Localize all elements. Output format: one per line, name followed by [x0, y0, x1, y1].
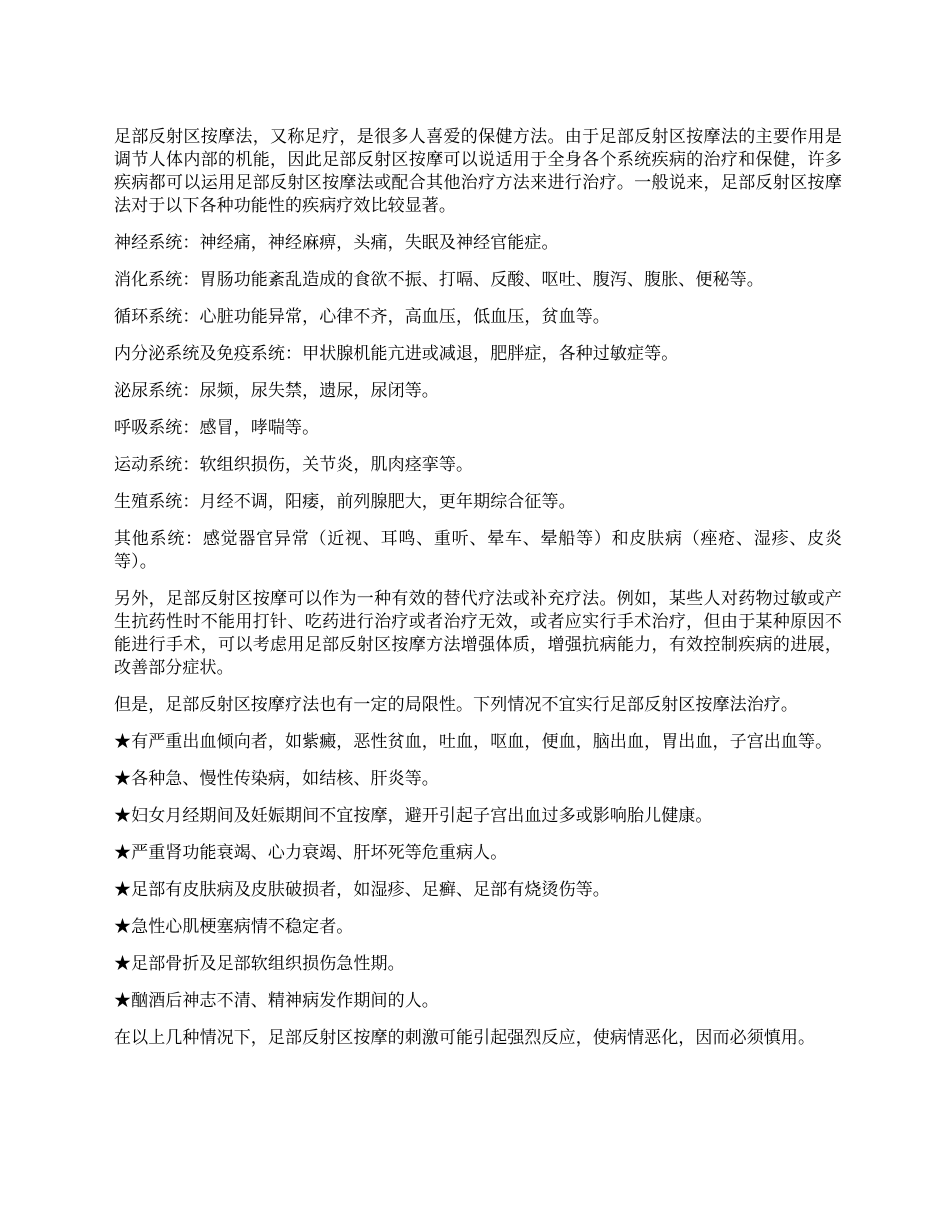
- contraindication-item: ★足部有皮肤病及皮肤破损者，如湿疹、足癣、足部有烧烫伤等。: [114, 880, 610, 900]
- limitations-paragraph: 但是，足部反射区按摩疗法也有一定的局限性。下列情况不宜实行足部反射区按摩法治疗。: [114, 695, 798, 715]
- contraindication-item: ★酗酒后神志不清、精神病发作期间的人。: [114, 991, 439, 1011]
- nervous-system-paragraph: 神经系统：神经痛，神经麻痹，头痛，失眠及神经官能症。: [114, 233, 559, 253]
- circulatory-system-paragraph: 循环系统：心脏功能异常，心律不齐，高血压，低血压，贫血等。: [114, 307, 610, 327]
- contraindication-item: ★严重肾功能衰竭、心力衰竭、肝坏死等危重病人。: [114, 843, 508, 863]
- contraindication-item: ★各种急、慢性传染病，如结核、肝炎等。: [114, 769, 439, 789]
- contraindication-item: ★急性心肌梗塞病情不稳定者。: [114, 917, 354, 937]
- other-systems-paragraph: 其他系统：感觉器官异常（近视、耳鸣、重听、晕车、晕船等）和皮肤病（痤疮、湿疹、皮炎等）。: [114, 529, 842, 572]
- motor-system-paragraph: 运动系统：软组织损伤，关节炎，肌肉痉挛等。: [114, 455, 474, 475]
- reproductive-system-paragraph: 生殖系统：月经不调，阳痿，前列腺肥大，更年期综合征等。: [114, 492, 576, 512]
- urinary-system-paragraph: 泌尿系统：尿频，尿失禁，遗尿，尿闭等。: [114, 381, 439, 401]
- contraindication-item: ★妇女月经期间及妊娠期间不宜按摩，避开引起子宫出血过多或影响胎儿健康。: [114, 806, 713, 826]
- respiratory-system-paragraph: 呼吸系统：感冒，哮喘等。: [114, 418, 320, 438]
- endocrine-immune-paragraph: 内分泌系统及免疫系统：甲状腺机能亢进或减退，肥胖症，各种过敏症等。: [114, 344, 679, 364]
- digestive-system-paragraph: 消化系统：胃肠功能紊乱造成的食欲不振、打嗝、反酸、呕吐、腹泻、腹胀、便秘等。: [114, 270, 764, 290]
- contraindication-item: ★足部骨折及足部软组织损伤急性期。: [114, 954, 405, 974]
- intro-paragraph: 足部反射区按摩法，又称足疗，是很多人喜爱的保健方法。由于足部反射区按摩法的主要作用是调节人体内部的机能，因此足部反射区按摩可以说适用于全身各个系统疾病的治疗和保健，许多疾病都可以运用足部反射区按摩法或配合其他治疗方法来进行治疗。一般说来，足部反射区按摩法对于以下各种功能性的疾病疗效比较显著。: [114, 127, 842, 216]
- document-page: [114, 126, 842, 1064]
- closing-paragraph: 在以上几种情况下，足部反射区按摩的刺激可能引起强烈反应，使病情恶化，因而必须慎用。: [114, 1028, 816, 1048]
- contraindication-item: ★有严重出血倾向者，如紫癜，恶性贫血，吐血，呕血，便血，脑出血，胃出血，子宫出血等。: [114, 732, 833, 752]
- alternative-therapy-paragraph: 另外，足部反射区按摩可以作为一种有效的替代疗法或补充疗法。例如，某些人对药物过敏或产生抗药性时不能用打针、吃药进行治疗或者治疗无效，或者应实行手术治疗，但由于某种原因不能进行手术，可以考虑用足部反射区按摩方法增强体质，增强抗病能力，有效控制疾病的进展，改善部分症状。: [114, 589, 842, 678]
